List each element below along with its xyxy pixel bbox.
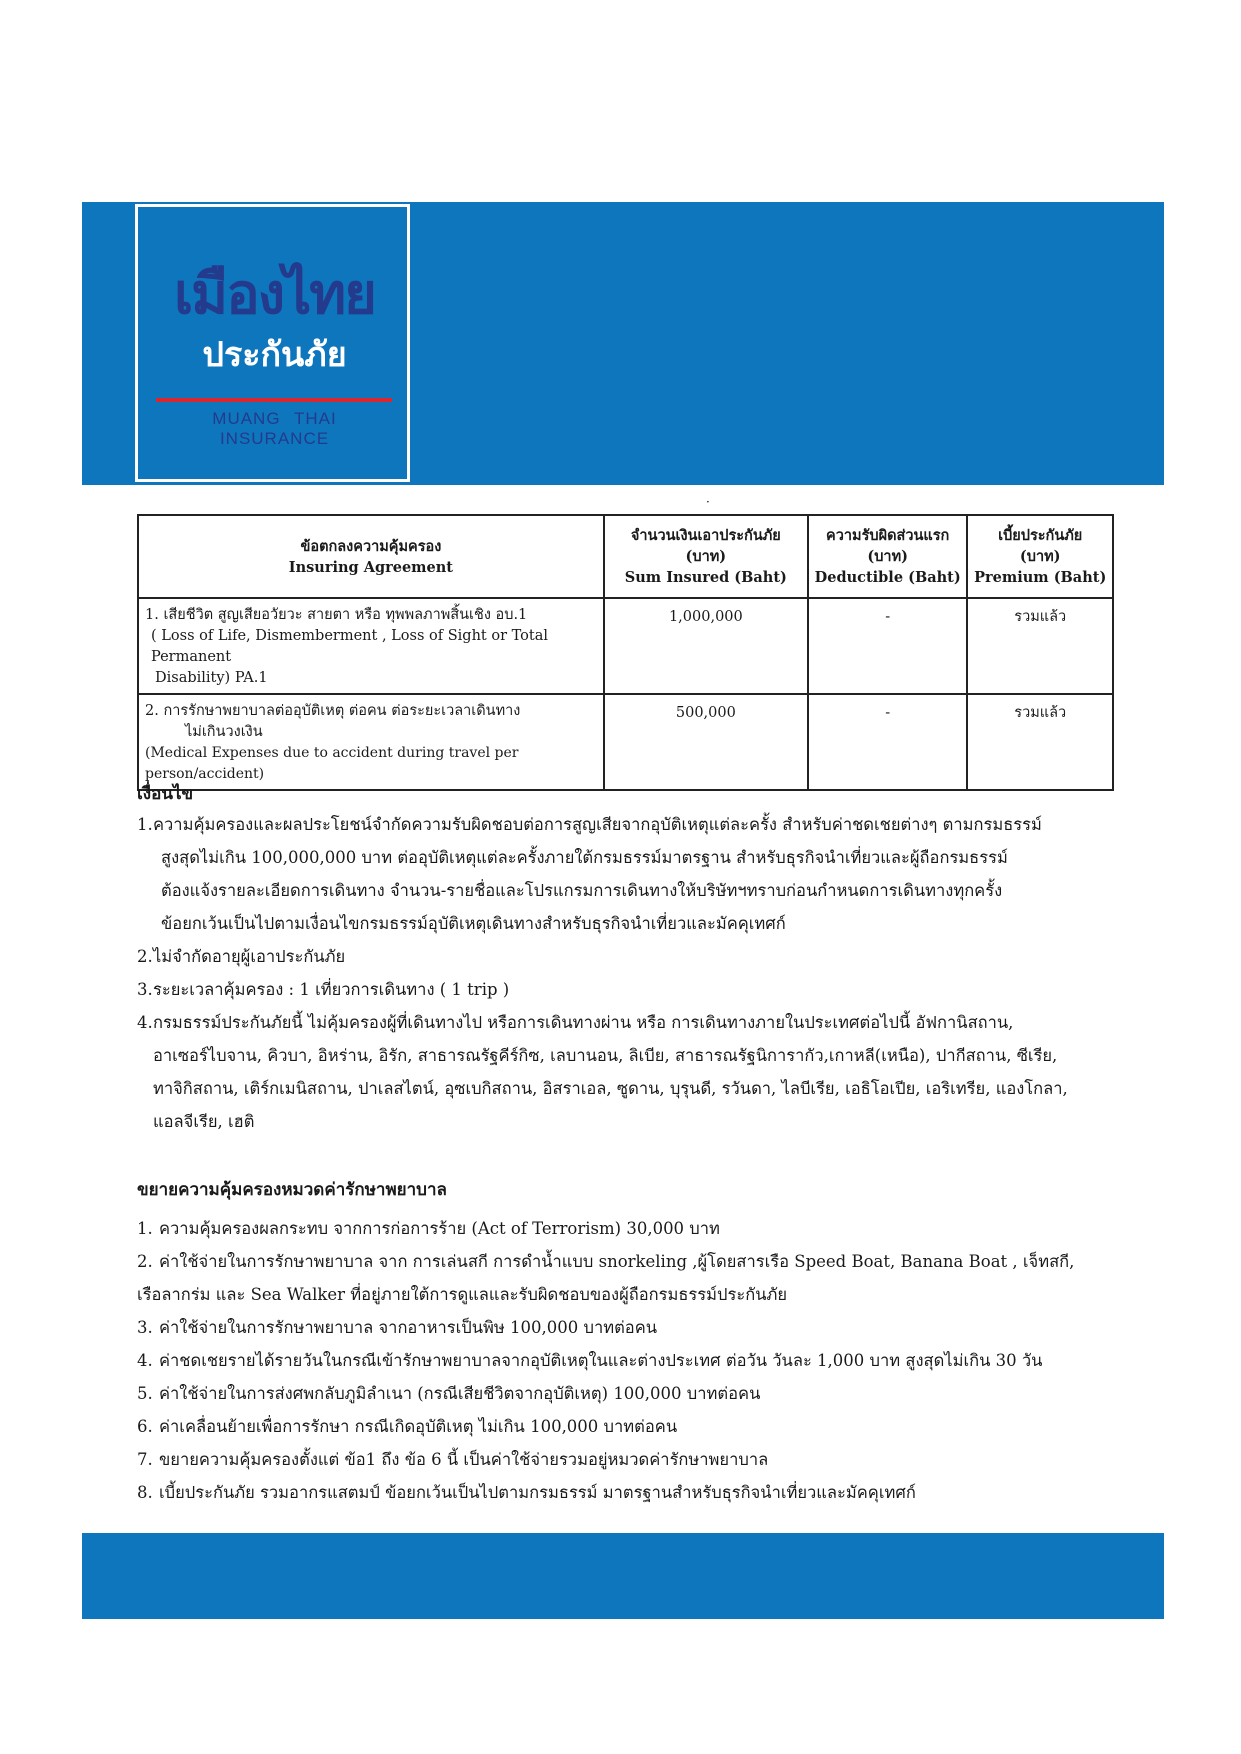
item-text: ค่าใช้จ่ายในการรักษาพยาบาล จาก การเล่นสกี การดำน้ำแบบ snorkeling ,ผู้โดยสารเรือ Speed Boat, Banana Boat , เจ็ทสกี, [159,1252,1075,1271]
deductible-value: - [808,694,968,790]
item-text: ระยะเวลาคุ้มครอง : 1 เที่ยวการเดินทาง ( 1 trip ) [153,980,510,999]
list-item [137,1006,1122,1138]
list-item [137,973,1122,1006]
list-item [137,1410,1122,1443]
logo-divider [156,398,392,402]
description-line: 2. การรักษาพยาบาลต่ออุบัติเหตุ ต่อคน ต่อระยะเวลาเดินทาง [145,703,521,719]
list-item [137,1443,1122,1476]
header-deductible [808,515,968,598]
list-item [137,808,1122,940]
item-text: ไม่จำกัดอายุผู้เอาประกันภัย [153,947,346,966]
item-text: แอลจีเรีย, เฮติ [153,1112,255,1131]
item-text: กรมธรรม์ประกันภัยนี้ ไม่คุ้มครองผู้ที่เดินทางไป หรือการเดินทางผ่าน หรือ การเดินทางภายในประเทศต่อไปนี้ อัฟกานิสถาน, [153,1013,1014,1032]
premium-value: รวมแล้ว [967,598,1113,694]
sum-insured-value: 500,000 [604,694,808,790]
table-row [138,694,1113,790]
item-number: 4. [137,1013,153,1032]
header-en: Deductible (Baht) [814,569,961,586]
item-number: 6. [137,1417,153,1436]
header-insuring-agreement [138,515,604,598]
list-item [137,1245,1122,1311]
header-thai: ความรับผิดส่วนแรก [826,527,950,544]
item-text: ค่าใช้จ่ายในการรักษาพยาบาล จากอาหารเป็นพิษ 100,000 บาทต่อคน [159,1318,658,1337]
header-sum-insured [604,515,808,598]
description-line: 1. เสียชีวิต สูญเสียอวัยวะ สายตา หรือ ทุพพลภาพสิ้นเชิง อบ.1 [145,607,528,623]
logo-english-name: MUANG THAI INSURANCE [212,409,337,448]
item-text: ขยายความคุ้มครองตั้งแต่ ข้อ1 ถึง ข้อ 6 นี้ เป็นค่าใช้จ่ายรวมอยู่หมวดค่ารักษาพยาบาล [159,1450,769,1469]
item-text: เรือลากร่ม และ Sea Walker ที่อยู่ภายใต้การดูแลและรับผิดชอบของผู้ถือกรมธรรม์ประกันภัย [137,1285,788,1304]
item-text: ข้อยกเว้นเป็นไปตามเงื่อนไขกรมธรรม์อุบัติเหตุเดินทางสำหรับธุรกิจนำเที่ยวและมัคคุเทศก์ [161,914,786,933]
item-text: ความคุ้มครองผลกระทบ จากการก่อการร้าย (Act of Terrorism) 30,000 บาท [159,1219,720,1238]
item-text: อาเซอร์ไบจาน, คิวบา, อิหร่าน, อิรัก, สาธารณรัฐคีร์กิซ, เลบานอน, ลิเบีย, สาธารณรัฐนิการากัว,เกาหลี(เหนือ), ปากีสถาน, ซีเรีย, [153,1046,1058,1065]
premium-value: รวมแล้ว [967,694,1113,790]
logo-thai-name: เมืองไทย [174,262,375,327]
table-row [138,598,1113,694]
list-item [137,1344,1122,1377]
stray-dot: · [706,495,710,509]
item-text: ความคุ้มครองและผลประโยชน์จำกัดความรับผิดชอบต่อการสูญเสียจากอุบัติเหตุแต่ละครั้ง สำหรับค่าชดเชยต่างๆ ตามกรมธรรม์ [153,815,1042,834]
item-number: 7. [137,1450,153,1469]
bottom-banner [82,1533,1164,1619]
item-text: ค่าชดเชยรายได้รายวันในกรณีเข้ารักษาพยาบาลจากอุบัติเหตุในและต่างประเทศ ต่อวัน วันละ 1,000 บาท สูงสุดไม่เกิน 30 วัน [159,1351,1043,1370]
header-thai: จำนวนเงินเอาประกันภัย [630,527,781,544]
item-text: ค่าเคลื่อนย้ายเพื่อการรักษา กรณีเกิดอุบัติเหตุ ไม่เกิน 100,000 บาทต่อคน [159,1417,678,1436]
table-header-row [138,515,1113,598]
header-thai: เบี้ยประกันภัย [998,527,1083,544]
list-item [137,1476,1122,1509]
header-unit: (บาท) [1019,548,1061,565]
conditions-list [137,808,1122,1138]
header-thai: ข้อตกลงความคุ้มครอง [300,537,442,555]
logo-thai-subtitle: ประกันภัย [202,335,347,375]
description-line: ไม่เกินวงเงิน [185,724,263,740]
item-number: 2. [137,1252,153,1271]
list-item [137,1212,1122,1245]
item-number: 2. [137,947,153,966]
extension-list [137,1212,1122,1509]
item-number: 4. [137,1351,153,1370]
item-number: 5. [137,1384,153,1403]
item-text: ทาจิกิสถาน, เติร์กเมนิสถาน, ปาเลสไตน์, อุซเบกิสถาน, อิสราเอล, ซูดาน, บุรุนดี, รวันดา, ไลบีเรีย, เอธิโอเปีย, เอริเทรีย, แองโกลา, [153,1079,1068,1098]
description-line: Disability) PA.1 [155,670,268,686]
header-en: Insuring Agreement [288,558,453,576]
company-logo [135,204,410,482]
header-en: Premium (Baht) [974,569,1107,586]
coverage-description [138,694,604,790]
item-number: 8. [137,1483,153,1502]
extension-title: ขยายความคุ้มครองหมวดค่ารักษาพยาบาล [137,1180,447,1200]
header-unit: (บาท) [867,548,908,565]
coverage-description [138,598,604,694]
description-line: (Medical Expenses due to accident during travel per person/accident) [145,745,519,782]
deductible-value: - [808,598,968,694]
coverage-table [137,514,1114,791]
item-number: 3. [137,1318,153,1337]
item-number: 1. [137,1219,153,1238]
header-premium [967,515,1113,598]
item-number: 3. [137,980,153,999]
list-item [137,1311,1122,1344]
header-unit: (บาท) [685,548,727,565]
sum-insured-value: 1,000,000 [604,598,808,694]
item-text: ค่าใช้จ่ายในการส่งศพกลับภูมิลำเนา (กรณีเสียชีวิตจากอุบัติเหตุ) 100,000 บาทต่อคน [159,1384,761,1403]
conditions-title: เงื่อนไข [137,784,194,804]
item-number: 1. [137,815,153,834]
description-line: ( Loss of Life, Dismemberment , Loss of Sight or Total Permanent [151,628,548,665]
item-text: สูงสุดไม่เกิน 100,000,000 บาท ต่ออุบัติเหตุแต่ละครั้งภายใต้กรมธรรม์มาตรฐาน สำหรับธุรกิจนำเที่ยวและผู้ถือกรมธรรม์ [161,848,1008,867]
list-item [137,940,1122,973]
header-en: Sum Insured (Baht) [624,569,787,586]
list-item [137,1377,1122,1410]
item-text: ต้องแจ้งรายละเอียดการเดินทาง จำนวน-รายชื่อและโปรแกรมการเดินทางให้บริษัทฯทราบก่อนกำหนดการเดินทางทุกครั้ง [161,881,1003,900]
item-text: เบี้ยประกันภัย รวมอากรแสตมป์ ข้อยกเว้นเป็นไปตามกรมธรรม์ มาตรฐานสำหรับธุรกิจนำเที่ยวและมัคคุเทศก์ [159,1483,916,1502]
